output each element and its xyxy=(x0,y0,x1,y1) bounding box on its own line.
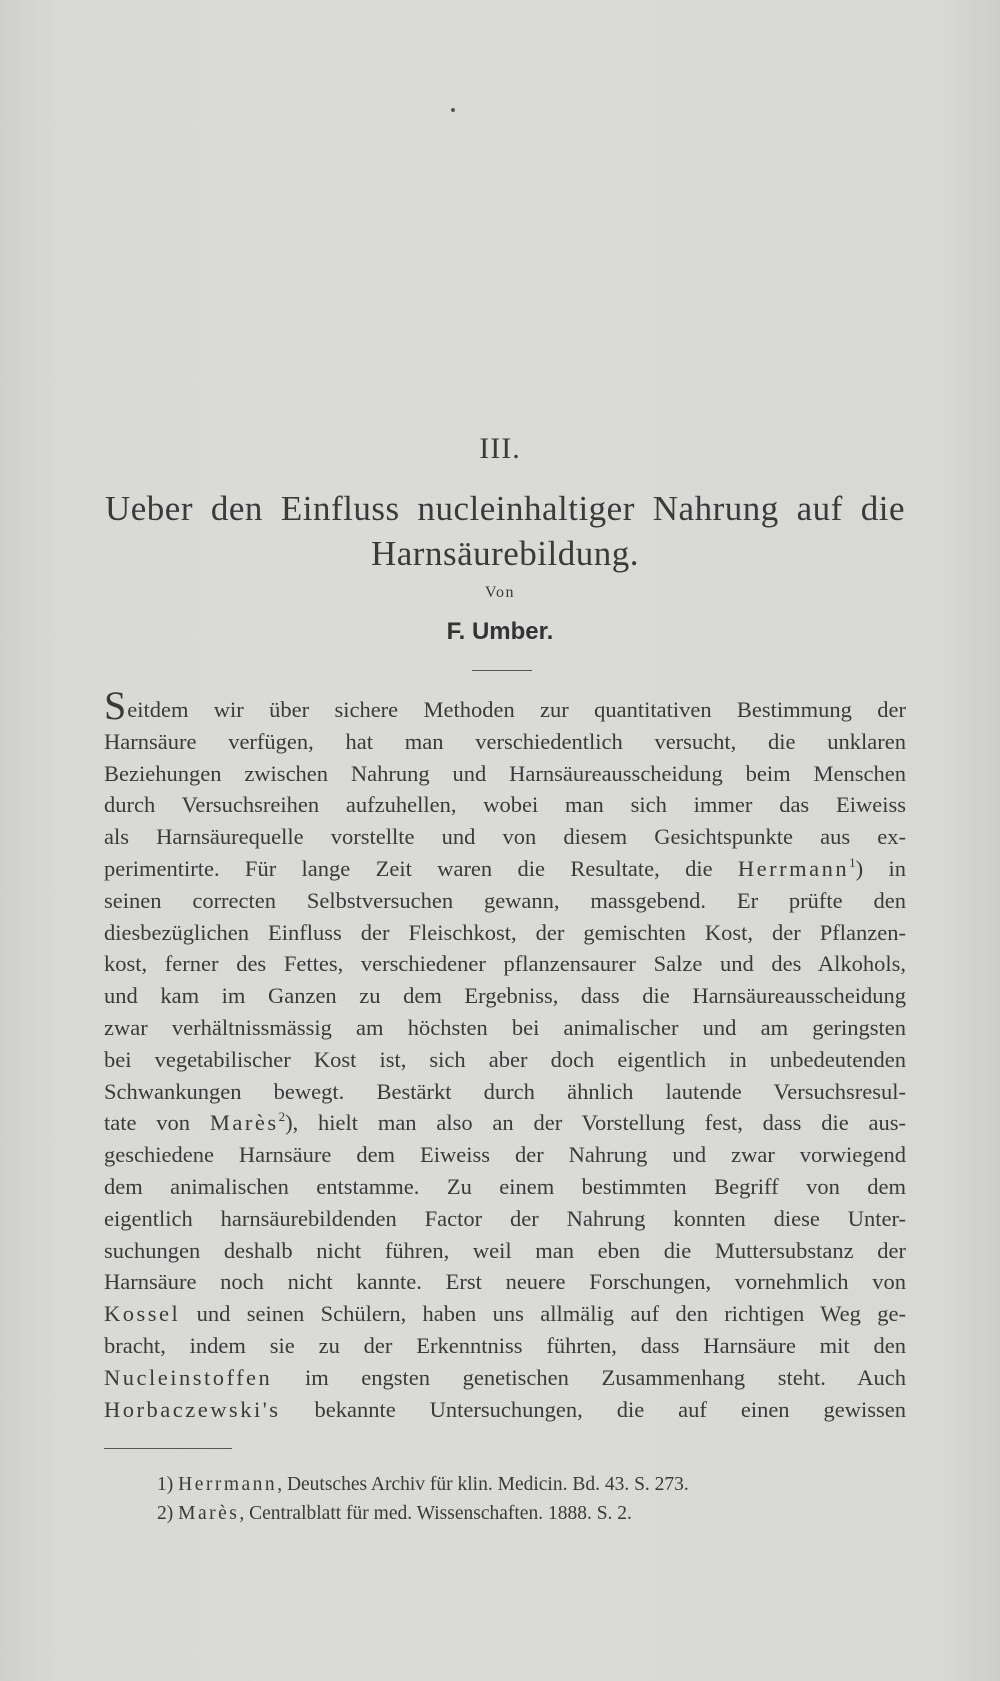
footnote-text: , Deutsches Archiv für klin. Medicin. Bd. 43. S. 273. xyxy=(277,1474,689,1495)
body-line: dem animalischen entstamme. Zu einem bestimmten Begriff von dem xyxy=(104,1173,906,1199)
body-line: eigentlich harnsäurebildenden Factor der Nahrung konnten diese Unter- xyxy=(104,1205,906,1231)
body-line: seinen correcten Selbstversuchen gewann, massgebend. Er prüfte den xyxy=(104,887,906,913)
body-line: und kam im Ganzen zu dem Ergebniss, dass die Harnsäureausscheidung xyxy=(104,983,906,1009)
body-line: bei vegetabilischer Kost ist, sich aber doch eigentlich in unbedeutenden xyxy=(104,1046,906,1072)
article-title xyxy=(105,486,905,576)
body-line: zwar verhältnissmässig am höchsten bei animalischer und am geringsten xyxy=(104,1014,906,1040)
body-line: tate von Marès$^2$), hielt man also an der Vorstellung fest, dass die aus- xyxy=(104,1109,906,1136)
footnote-2 xyxy=(157,1503,632,1525)
body-line: Nucleinstoffen im engsten genetischen Zusammenhang steht. Auch xyxy=(104,1364,907,1390)
body-line: diesbezüglichen Einfluss der Fleischkost, der gemischten Kost, der Pflanzen- xyxy=(104,919,906,945)
body-line: Beziehungen zwischen Nahrung und Harnsäureausscheidung beim Menschen xyxy=(104,760,906,786)
title-line-1: Ueber den Einfluss nucleinhaltiger Nahrung auf die xyxy=(105,489,905,528)
footnote-text: , Centralblatt für med. Wissenschaften. 1888. S. 2. xyxy=(239,1503,632,1524)
title-line-2: Harnsäurebildung. xyxy=(370,534,639,573)
body-line: durch Versuchsreihen aufzuhellen, wobei man sich immer das Eiweiss xyxy=(104,792,906,818)
body-line: bracht, indem sie zu der Erkenntniss führten, dass Harnsäure mit den xyxy=(104,1332,906,1358)
author-citation: Herrmann xyxy=(737,855,850,881)
body-line: Kossel und seinen Schülern, haben uns allmälig auf den richtigen Weg ge- xyxy=(104,1301,906,1327)
footnote-ref: 1 xyxy=(849,854,856,870)
ink-speck xyxy=(451,108,455,112)
byline-prefix: Von xyxy=(485,584,515,601)
author-citation: Horbaczewski's xyxy=(104,1396,281,1422)
footnote-divider xyxy=(104,1448,232,1449)
author-citation: Marès xyxy=(209,1110,279,1136)
author-citation: Kossel xyxy=(104,1301,181,1327)
footnote-ref: 2 xyxy=(278,1109,286,1125)
footnote-author: Herrmann xyxy=(178,1474,278,1495)
body-line: Schwankungen bewegt. Bestärkt durch ähnlich lautende Versuchsresul- xyxy=(104,1078,906,1104)
title-divider xyxy=(472,670,532,671)
author-name: F. Umber. xyxy=(446,618,554,645)
drop-cap: S xyxy=(104,683,127,728)
body-line: suchungen deshalb nicht führen, weil man eben die Muttersubstanz der xyxy=(104,1237,906,1263)
body-line: Seitdem wir über sichere Methoden zur quantitativen Bestimmung der xyxy=(104,683,906,728)
footnote-author: Marès xyxy=(178,1503,240,1524)
footnote-1 xyxy=(157,1474,689,1496)
body-line: als Harnsäurequelle vorstellte und von diesem Gesichtspunkte aus ex- xyxy=(104,824,906,850)
body-line: Harnsäure verfügen, hat man verschiedentlich versucht, die unklaren xyxy=(104,728,906,754)
body-line: perimentirte. Für lange Zeit waren die Resultate, die Herrmann$^1$) in xyxy=(104,854,906,881)
body-text xyxy=(104,683,907,1425)
footnote-mark: 1) xyxy=(157,1474,174,1495)
emphasized-term: Nucleinstoffen xyxy=(104,1364,273,1390)
chapter-number: III. xyxy=(479,432,521,465)
footnote-mark: 2) xyxy=(157,1503,174,1524)
body-line: Harnsäure noch nicht kannte. Erst neuere Forschungen, vornehmlich von xyxy=(104,1269,906,1295)
body-line: Horbaczewski's bekannte Untersuchungen, die auf einen gewissen xyxy=(104,1396,906,1422)
body-line: geschiedene Harnsäure dem Eiweiss der Nahrung und zwar vorwiegend xyxy=(104,1142,906,1168)
body-line: kost, ferner des Fettes, verschiedener pflanzensaurer Salze und des Alkohols, xyxy=(104,951,906,977)
